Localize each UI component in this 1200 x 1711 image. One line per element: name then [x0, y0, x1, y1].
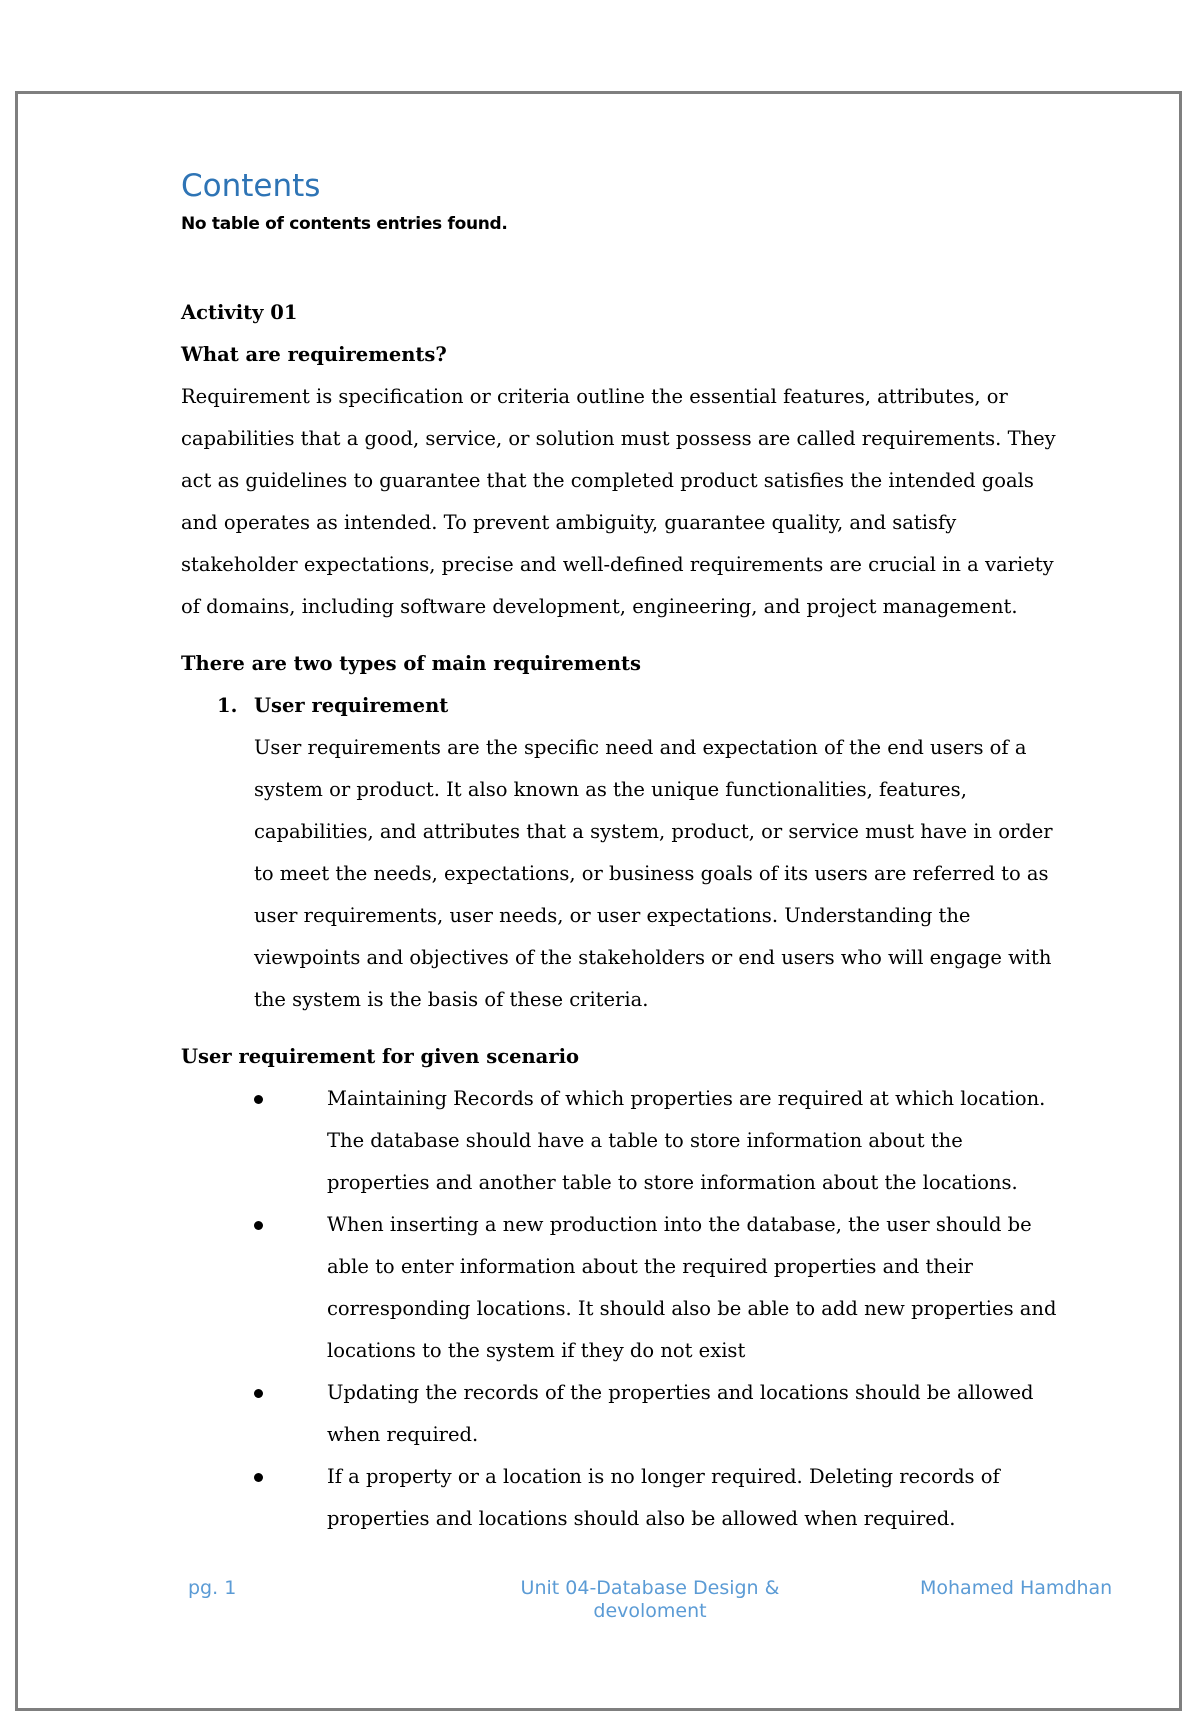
type-title: User requirement	[254, 694, 449, 717]
list-item	[181, 1078, 1061, 1204]
bullet-icon	[254, 1221, 263, 1230]
list-item-text: Updating the records of the properties and locations should be allowed when required.	[327, 1381, 1034, 1446]
list-item-text: Maintaining Records of which properties are required at which location. The database should have a table to store information about the properties and another table to store information about the locations.	[327, 1087, 1046, 1194]
footer-unit-line1: Unit 04-Database Design &	[520, 1577, 780, 1599]
bullet-icon	[254, 1095, 263, 1104]
list-item	[181, 1372, 1061, 1456]
types-heading: There are two types of main requirements	[181, 652, 642, 675]
toc-title: Contents	[181, 168, 321, 204]
list-item	[181, 685, 1061, 1021]
list-item-text: If a property or a location is no longer required. Deleting records of properties and locations should also be allowed when required.	[327, 1465, 1000, 1530]
requirement-types-list	[181, 685, 1061, 1021]
footer-unit-line2: devoloment	[593, 1600, 707, 1622]
scenario-list	[181, 1078, 1061, 1540]
document-body	[181, 165, 1061, 1540]
question-heading: What are requirements?	[181, 343, 447, 366]
list-item	[181, 1456, 1061, 1540]
footer-unit-title	[495, 1577, 805, 1623]
bullet-icon	[254, 1389, 263, 1398]
list-item-text: When inserting a new production into the database, the user should be able to enter information about the required properties and their corresponding locations. It should also be able to add new properties and locations to the system if they do not exist	[327, 1213, 1057, 1362]
activity-title: Activity 01	[181, 301, 298, 324]
footer-author: Mohamed Hamdhan	[920, 1577, 1113, 1599]
list-number: 1.	[217, 694, 238, 717]
list-item	[181, 1204, 1061, 1372]
intro-paragraph: Requirement is specification or criteria outline the essential features, attributes, or capabilities that a good, service, or solution must possess are called requirements. They act as guidelines to guarantee that the completed product satisfies the intended goals and operates as intended. To prevent ambiguity, guarantee quality, and satisfy stakeholder expectations, precise and well-defined requirements are crucial in a variety of domains, including software development, engineering, and project management.	[181, 385, 1056, 618]
bullet-icon	[254, 1473, 263, 1482]
toc-empty-message: No table of contents entries found.	[181, 214, 508, 234]
page-number: pg. 1	[188, 1577, 237, 1599]
scenario-heading: User requirement for given scenario	[181, 1045, 580, 1068]
type-description: User requirements are the specific need and expectation of the end users of a system or product. It also known as the unique functionalities, features, capabilities, and attributes that a system, product, or service must have in order to meet the needs, expectations, or business goals of its users are referred to as user requirements, user needs, or user expectations. Understanding the viewpoints and objectives of the stakeholders or end users who will engage with the system is the basis of these criteria.	[254, 736, 1053, 1011]
